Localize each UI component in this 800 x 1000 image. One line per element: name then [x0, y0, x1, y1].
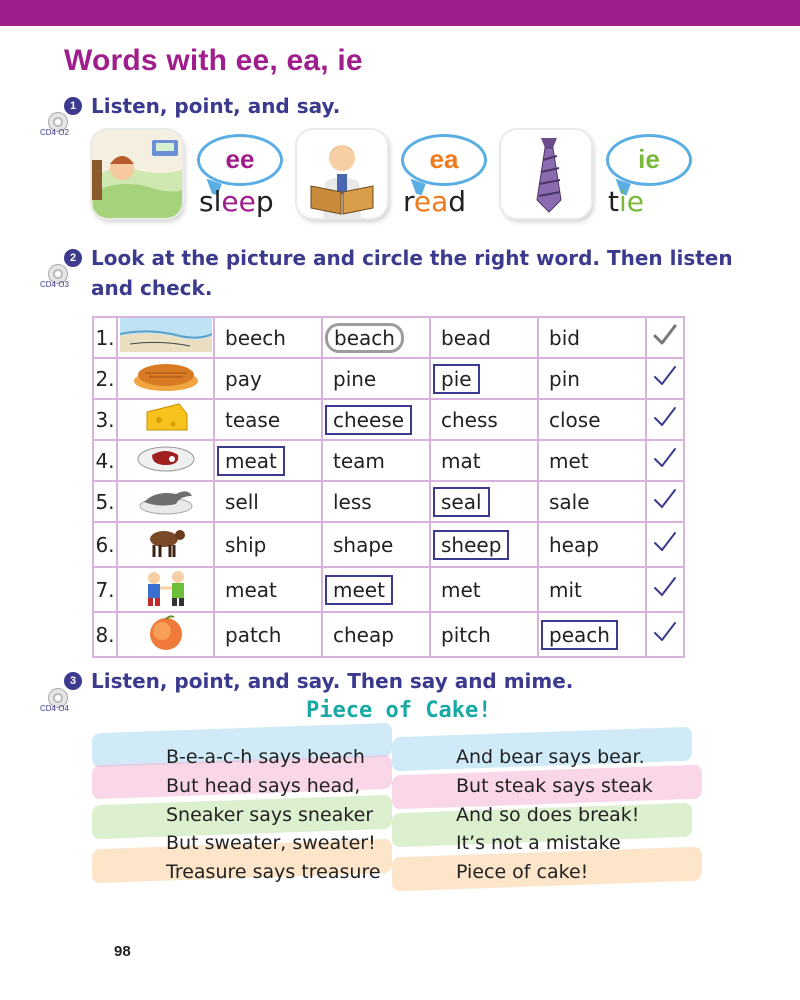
word-choice: meat	[225, 577, 277, 602]
word-choice: sale	[549, 489, 590, 514]
word-choice-cell[interactable]	[538, 522, 646, 567]
beach-icon	[117, 317, 214, 358]
poem-line: And so does break!	[456, 803, 640, 826]
section-1-instruction: Listen, point, and say.	[91, 94, 341, 118]
cd-track-icon[interactable]	[40, 112, 69, 137]
poem-left-column	[166, 743, 381, 887]
page-title: Words with ee, ea, ie	[64, 44, 363, 77]
checkmark-icon[interactable]	[646, 522, 684, 567]
word-choice-cell[interactable]	[322, 440, 430, 481]
row-number: 8.	[93, 612, 117, 657]
word-tie: tie	[608, 185, 644, 218]
section-2-instruction-line1: Look at the picture and circle the right word. Then listen	[91, 246, 733, 270]
word-choice-cell[interactable]	[430, 612, 538, 657]
table-row	[93, 440, 684, 481]
row-number: 7.	[93, 567, 117, 612]
reading-man-icon	[297, 130, 387, 218]
table-row	[93, 358, 684, 399]
page-number: 98	[114, 943, 131, 960]
table-row	[93, 317, 684, 358]
word-choice: pin	[549, 366, 580, 391]
selected-word: meet	[325, 575, 393, 605]
word-choice-cell[interactable]	[430, 522, 538, 567]
table-row	[93, 612, 684, 657]
word-choice-cell[interactable]	[538, 612, 646, 657]
word-choice: beech	[225, 325, 286, 350]
checkmark-icon[interactable]	[646, 317, 684, 358]
row-number: 4.	[93, 440, 117, 481]
ea-bubble: ea	[401, 134, 487, 186]
cd-track-icon[interactable]	[40, 688, 69, 713]
word-choice-cell[interactable]	[322, 567, 430, 612]
word-choice: shape	[333, 532, 394, 557]
word-choice-cell[interactable]	[538, 567, 646, 612]
checkmark-icon[interactable]	[646, 399, 684, 440]
row-number: 6.	[93, 522, 117, 567]
poem-line: And bear says bear.	[456, 746, 645, 768]
section-1-number: 1	[64, 97, 82, 115]
word-choice-cell[interactable]	[322, 522, 430, 567]
word-choice-cell[interactable]	[214, 522, 322, 567]
table-row	[93, 399, 684, 440]
word-choice: bead	[441, 325, 491, 350]
word-choice-cell[interactable]	[214, 612, 322, 657]
selected-word: sheep	[433, 530, 509, 560]
word-choice-cell[interactable]	[538, 399, 646, 440]
word-choice-cell[interactable]	[538, 440, 646, 481]
seal-icon	[117, 481, 214, 522]
cd-track-label: CD4 O2	[40, 128, 69, 137]
word-sleep: sleep	[199, 185, 274, 218]
word-choice-cell[interactable]	[322, 358, 430, 399]
checkmark-icon[interactable]	[646, 358, 684, 399]
ee-bubble: ee	[197, 134, 283, 186]
table-row	[93, 522, 684, 567]
word-choice: cheap	[333, 622, 394, 647]
word-choice: mat	[441, 448, 481, 473]
word-choice: sell	[225, 489, 259, 514]
section-3-number: 3	[64, 672, 82, 690]
word-choice-cell[interactable]	[322, 481, 430, 522]
word-choice: mit	[549, 577, 582, 602]
word-choice: patch	[225, 622, 282, 647]
word-choice: pitch	[441, 622, 491, 647]
word-choice-cell[interactable]	[214, 399, 322, 440]
word-choice-cell[interactable]	[538, 317, 646, 358]
poem-line: It’s not a mistake	[456, 832, 621, 855]
word-choice: pine	[333, 366, 377, 391]
word-choice: less	[333, 489, 372, 514]
word-choice: ship	[225, 532, 267, 557]
row-number: 5.	[93, 481, 117, 522]
checkmark-icon[interactable]	[646, 481, 684, 522]
selected-word: seal	[433, 487, 490, 517]
cd-track-icon[interactable]	[40, 264, 69, 289]
meat-icon	[117, 440, 214, 481]
poem-line: But sweater, sweater!	[166, 832, 376, 855]
poem-right-column	[456, 743, 653, 887]
table-row	[93, 481, 684, 522]
selected-word: cheese	[325, 405, 412, 435]
checkmark-icon[interactable]	[646, 612, 684, 657]
word-choice-cell[interactable]	[430, 358, 538, 399]
table-row	[93, 567, 684, 612]
poem-line: Treasure says treasure	[166, 861, 381, 884]
section-3-instruction: Listen, point, and say. Then say and mime.	[91, 669, 574, 693]
selected-word: peach	[541, 620, 618, 650]
word-choice-cell[interactable]	[214, 440, 322, 481]
word-choice: met	[441, 577, 481, 602]
word-choice-cell[interactable]	[430, 399, 538, 440]
word-choice-cell[interactable]	[430, 567, 538, 612]
section-2-number: 2	[64, 249, 82, 267]
word-choice-cell[interactable]	[538, 358, 646, 399]
word-choice-cell[interactable]	[430, 481, 538, 522]
word-choice-cell[interactable]	[322, 612, 430, 657]
cd-track-label: CD4 O3	[40, 280, 69, 289]
word-choice: team	[333, 448, 385, 473]
cd-track-label: CD4 O4	[40, 704, 69, 713]
top-banner	[0, 0, 800, 26]
word-choice: tease	[225, 407, 281, 432]
ie-bubble: ie	[606, 134, 692, 186]
sleeping-child-icon	[92, 130, 182, 218]
poem-line: B-e-a-c-h says beach	[166, 746, 365, 768]
word-choice-cell[interactable]	[322, 317, 430, 358]
word-choice: chess	[441, 407, 498, 432]
checkmark-icon[interactable]	[646, 440, 684, 481]
word-choice-cell[interactable]	[430, 440, 538, 481]
word-choice-cell[interactable]	[214, 358, 322, 399]
song-title: Piece of Cake!	[306, 698, 492, 723]
row-number: 2.	[93, 358, 117, 399]
word-choice-cell[interactable]	[214, 567, 322, 612]
section-2-instruction-line2: and check.	[91, 276, 213, 300]
word-choice-cell[interactable]	[538, 481, 646, 522]
pie-icon	[117, 358, 214, 399]
poem-line: Sneaker says sneaker	[166, 803, 374, 826]
sheep-icon	[117, 522, 214, 567]
word-read: read	[403, 185, 467, 218]
word-choice: met	[549, 448, 589, 473]
word-choice: close	[549, 407, 601, 432]
word-choice-cell[interactable]	[214, 481, 322, 522]
kids-meeting-icon	[117, 567, 214, 612]
selected-word: meat	[217, 446, 285, 476]
selected-word: beach	[325, 323, 404, 353]
word-choice: heap	[549, 532, 599, 557]
cheese-icon	[117, 399, 214, 440]
poem-line: But steak says steak	[456, 774, 653, 797]
row-number: 3.	[93, 399, 117, 440]
word-choice-cell[interactable]	[322, 399, 430, 440]
word-choice: bid	[549, 325, 580, 350]
necktie-icon	[501, 130, 591, 218]
row-number: 1.	[93, 317, 117, 358]
peach-icon	[117, 612, 214, 657]
selected-word: pie	[433, 364, 480, 394]
word-choice: pay	[225, 366, 262, 391]
word-choice-table	[92, 316, 685, 658]
checkmark-icon[interactable]	[646, 567, 684, 612]
word-choice-cell[interactable]	[214, 317, 322, 358]
poem-line: Piece of cake!	[456, 861, 589, 884]
word-choice-cell[interactable]	[430, 317, 538, 358]
poem-line: But head says head,	[166, 774, 361, 797]
